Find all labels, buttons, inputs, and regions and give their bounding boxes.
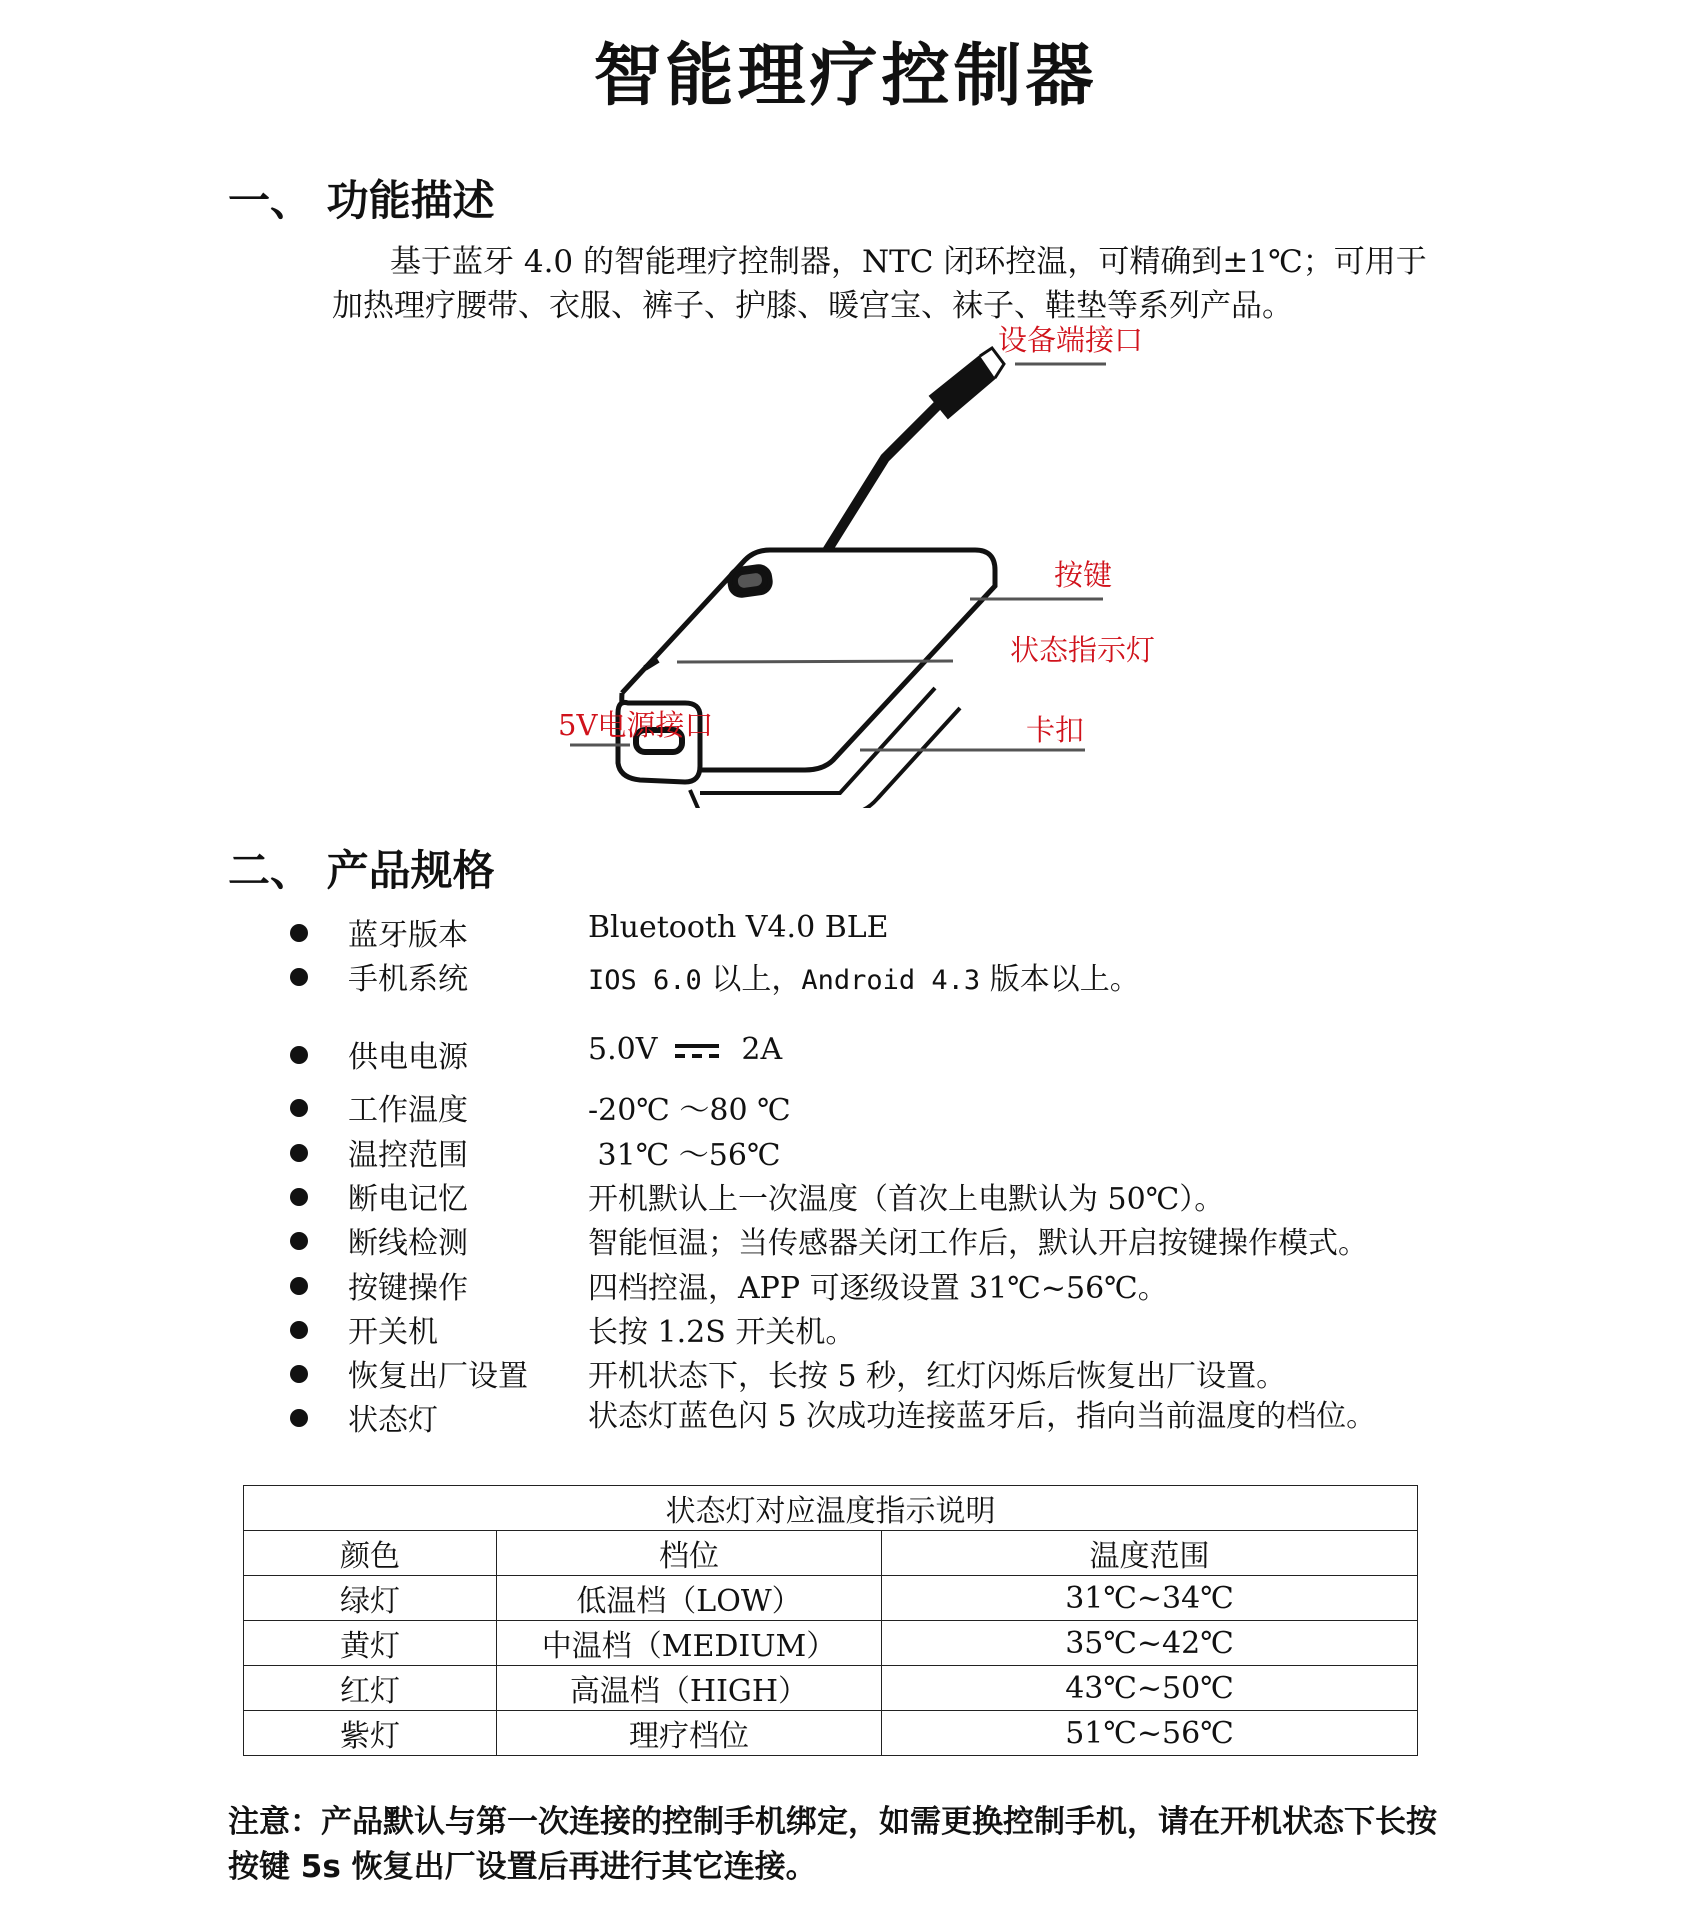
- spec-label: 状态灯: [348, 1403, 438, 1438]
- spec-value: 开机状态下，长按 5 秒，红灯闪烁后恢复出厂设置。: [588, 1359, 1287, 1394]
- spec-item: [280, 1218, 1480, 1262]
- callout-device-port: 设备端接口: [998, 323, 1144, 357]
- bullet-icon: [290, 1099, 308, 1117]
- cell-level: 中温档（MEDIUM）: [497, 1621, 882, 1666]
- dc-symbol-icon: [675, 1044, 719, 1058]
- table-caption-row: [244, 1486, 1418, 1531]
- header-color: 颜色: [244, 1531, 497, 1576]
- cell-color: 绿灯: [244, 1576, 497, 1621]
- cell-color: 红灯: [244, 1666, 497, 1711]
- spec-label: 开关机: [348, 1315, 438, 1350]
- spec-item: [280, 1351, 1480, 1395]
- cell-level: 理疗档位: [497, 1711, 882, 1756]
- bullet-icon: [290, 1144, 308, 1162]
- spec-label: 恢复出厂设置: [348, 1359, 528, 1394]
- spec-value: 智能恒温；当传感器关闭工作后，默认开启按键操作模式。: [588, 1226, 1368, 1261]
- spec-label: 温控范围: [348, 1138, 468, 1173]
- function-description: [332, 240, 1432, 328]
- spec-item: [280, 1263, 1480, 1307]
- bullet-icon: [290, 1188, 308, 1206]
- spec-value: [588, 954, 1140, 998]
- section-heading-specs: 二、 产品规格: [228, 846, 495, 895]
- spec-label: 断线检测: [348, 1226, 468, 1261]
- spec-value: 状态灯蓝色闪 5 次成功连接蓝牙后，指向当前温度的档位。: [588, 1399, 1377, 1434]
- spec-item: [280, 954, 1480, 998]
- spec-item: [280, 1032, 1480, 1076]
- spec-item: [280, 1085, 1480, 1129]
- bullet-icon: [290, 1277, 308, 1295]
- spec-value-voltage: 5.0V: [588, 1032, 658, 1067]
- bullet-icon: [290, 924, 308, 942]
- device-port-cable: [810, 348, 1004, 578]
- table-row: [244, 1711, 1418, 1756]
- table-row: [244, 1576, 1418, 1621]
- spec-item: [280, 910, 1480, 954]
- table-row: [244, 1621, 1418, 1666]
- spec-item: [280, 1395, 1480, 1485]
- spec-label: 供电电源: [348, 1040, 468, 1075]
- callout-status-light: 状态指示灯: [1010, 633, 1156, 667]
- spec-item: [280, 1307, 1480, 1351]
- spec-label: 蓝牙版本: [348, 918, 468, 953]
- status-light-table: [243, 1485, 1418, 1756]
- spec-value: [588, 1032, 782, 1067]
- callout-button: 按键: [1054, 558, 1113, 592]
- spec-value: 长按 1.2S 开关机。: [588, 1315, 856, 1350]
- spec-item: [280, 1174, 1480, 1218]
- spec-value: Bluetooth V4.0 BLE: [588, 910, 889, 945]
- spec-value-mid: 以上，: [711, 962, 802, 997]
- spec-label: 按键操作: [348, 1271, 468, 1306]
- table-header-row: [244, 1531, 1418, 1576]
- function-description-text: 基于蓝牙 4.0 的智能理疗控制器，NTC 闭环控温，可精确到±1℃；可用于加热理疗腰带、衣服、裤子、护膝、暖宫宝、袜子、鞋垫等系列产品。: [332, 244, 1427, 324]
- callout-power-port: 5V电源接口: [558, 708, 714, 742]
- bullet-icon: [290, 1321, 308, 1339]
- spec-value-current: 2A: [741, 1032, 783, 1067]
- bullet-icon: [290, 1409, 308, 1427]
- page-title: 智能理疗控制器: [593, 37, 1098, 116]
- bullet-icon: [290, 968, 308, 986]
- cell-temp-range: 31℃~34℃: [882, 1576, 1418, 1621]
- cell-temp-range: 35℃~42℃: [882, 1621, 1418, 1666]
- cell-color: 紫灯: [244, 1711, 497, 1756]
- spec-value-android: Android 4.3: [801, 965, 981, 996]
- table-caption: 状态灯对应温度指示说明: [244, 1486, 1418, 1531]
- table-row: [244, 1666, 1418, 1711]
- cell-level: 高温档（HIGH）: [497, 1666, 882, 1711]
- bullet-icon: [290, 1365, 308, 1383]
- cell-temp-range: 43℃~50℃: [882, 1666, 1418, 1711]
- spec-value-ios: IOS 6.0: [588, 965, 702, 996]
- spec-value-end: 版本以上。: [989, 962, 1140, 997]
- bullet-icon: [290, 1046, 308, 1064]
- spec-item: [280, 1130, 1480, 1174]
- spec-label: 工作温度: [348, 1093, 468, 1128]
- callout-clip: 卡扣: [1026, 713, 1085, 747]
- spec-value: 开机默认上一次温度（首次上电默认为 50℃）。: [588, 1182, 1225, 1217]
- spec-value: 四档控温，APP 可逐级设置 31℃~56℃。: [588, 1271, 1168, 1306]
- spec-value: 31℃ ～56℃: [588, 1138, 781, 1173]
- bullet-icon: [290, 1232, 308, 1250]
- spec-label: 手机系统: [348, 962, 468, 997]
- cell-level: 低温档（LOW）: [497, 1576, 882, 1621]
- cell-color: 黄灯: [244, 1621, 497, 1666]
- note-text: 注意：产品默认与第一次连接的控制手机绑定，如需更换控制手机，请在开机状态下长按按键 5s 恢复出厂设置后再进行其它连接。: [228, 1804, 1437, 1885]
- header-temp-range: 温度范围: [882, 1531, 1418, 1576]
- spec-label: 断电记忆: [348, 1182, 468, 1217]
- section-heading-function: 一、 功能描述: [228, 176, 495, 225]
- product-diagram: [540, 323, 1240, 808]
- cell-temp-range: 51℃~56℃: [882, 1711, 1418, 1756]
- header-level: 档位: [497, 1531, 882, 1576]
- spec-value: -20℃ ～80 ℃: [588, 1093, 791, 1128]
